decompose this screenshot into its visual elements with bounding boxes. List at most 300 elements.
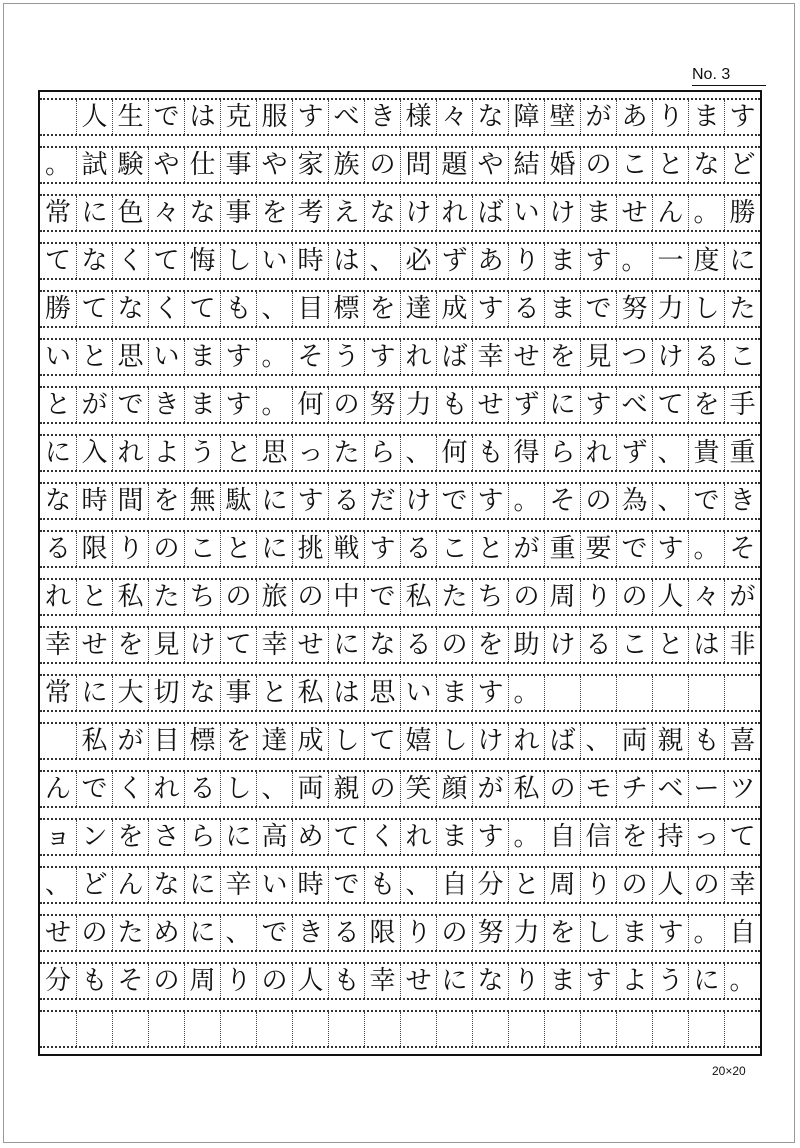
- manuscript-cell: 勝: [44, 294, 71, 324]
- manuscript-cell: 々: [148, 196, 184, 230]
- manuscript-cell: な: [148, 868, 184, 902]
- manuscript-cell: な: [688, 148, 724, 182]
- manuscript-cell: 、: [652, 436, 688, 470]
- manuscript-cell: で: [436, 484, 472, 518]
- manuscript-cell: 、: [256, 772, 292, 806]
- manuscript-cell: を: [148, 484, 184, 518]
- manuscript-cell: と: [472, 532, 508, 566]
- manuscript-cell: の: [148, 964, 184, 998]
- manuscript-cell: ど: [76, 868, 112, 902]
- manuscript-cell: [688, 676, 724, 710]
- manuscript-cell: 題: [436, 148, 472, 182]
- manuscript-cell: い: [400, 676, 436, 710]
- manuscript-cell: ず: [436, 244, 472, 278]
- manuscript-cell: [472, 1012, 508, 1046]
- manuscript-cell: う: [184, 436, 220, 470]
- manuscript-cell: モ: [580, 772, 616, 806]
- manuscript-cell: 辛: [220, 868, 256, 902]
- manuscript-cell: 時: [292, 868, 328, 902]
- manuscript-cell: ば: [544, 724, 580, 758]
- manuscript-cell: を: [112, 628, 148, 662]
- manuscript-cell: ま: [544, 244, 580, 278]
- manuscript-cell: 自: [544, 820, 580, 854]
- manuscript-cell: が: [472, 772, 508, 806]
- manuscript-cell: ば: [436, 340, 472, 374]
- manuscript-cell: [724, 676, 760, 710]
- manuscript-cell: の: [256, 964, 292, 998]
- manuscript-cell: 克: [220, 100, 256, 134]
- manuscript-cell: 生: [112, 100, 148, 134]
- manuscript-cell: 。: [688, 196, 724, 230]
- manuscript-cell: 標: [184, 724, 220, 758]
- manuscript-cell: な: [472, 100, 508, 134]
- manuscript-cell: き: [148, 388, 184, 422]
- manuscript-cell: の: [148, 532, 184, 566]
- manuscript-cell: と: [508, 868, 544, 902]
- manuscript-cell: う: [328, 340, 364, 374]
- manuscript-cell: 大: [112, 676, 148, 710]
- manuscript-cell: と: [44, 390, 71, 420]
- manuscript-cell: と: [652, 148, 688, 182]
- manuscript-cell: 力: [508, 916, 544, 950]
- manuscript-cell: 目: [292, 292, 328, 326]
- manuscript-cell: の: [364, 148, 400, 182]
- manuscript-row: [40, 818, 760, 856]
- manuscript-cell: し: [436, 724, 472, 758]
- manuscript-cell: え: [328, 196, 364, 230]
- manuscript-cell: る: [400, 628, 436, 662]
- manuscript-cell: や: [472, 148, 508, 182]
- manuscript-cell: 思: [256, 436, 292, 470]
- manuscript-cell: れ: [580, 436, 616, 470]
- manuscript-cell: す: [472, 484, 508, 518]
- manuscript-cell: に: [220, 820, 256, 854]
- manuscript-cell: ベ: [652, 772, 688, 806]
- manuscript-cell: そ: [544, 484, 580, 518]
- manuscript-cell: に: [44, 438, 71, 468]
- manuscript-cell: ン: [76, 820, 112, 854]
- manuscript-cell: 。: [508, 676, 544, 710]
- manuscript-cell: さ: [148, 820, 184, 854]
- manuscript-cell: 験: [112, 148, 148, 182]
- manuscript-cell: [544, 1012, 580, 1046]
- manuscript-cell: 喜: [724, 724, 760, 758]
- manuscript-cell: 私: [292, 676, 328, 710]
- manuscript-cell: れ: [400, 820, 436, 854]
- manuscript-cell: [40, 724, 76, 758]
- manuscript-cell: 貴: [688, 436, 724, 470]
- manuscript-cell: す: [472, 676, 508, 710]
- manuscript-cell: の: [364, 772, 400, 806]
- manuscript-cell: て: [652, 388, 688, 422]
- manuscript-cell: よ: [616, 964, 652, 998]
- manuscript-cell: す: [580, 964, 616, 998]
- manuscript-cell: く: [364, 820, 400, 854]
- manuscript-cell: を: [688, 388, 724, 422]
- manuscript-cell: せ: [292, 628, 328, 662]
- manuscript-cell: す: [364, 532, 400, 566]
- manuscript-cell: 親: [328, 772, 364, 806]
- manuscript-cell: 。: [508, 484, 544, 518]
- manuscript-cell: な: [112, 292, 148, 326]
- manuscript-cell: せ: [76, 628, 112, 662]
- manuscript-cell: [652, 1012, 688, 1046]
- manuscript-cell: こ: [436, 532, 472, 566]
- manuscript-cell: は: [328, 244, 364, 278]
- manuscript-cell: て: [184, 292, 220, 326]
- manuscript-cell: る: [688, 340, 724, 374]
- manuscript-cell: の: [616, 580, 652, 614]
- manuscript-cell: に: [688, 964, 724, 998]
- manuscript-cell: が: [580, 100, 616, 134]
- manuscript-cell: な: [44, 486, 71, 516]
- manuscript-cell: 。: [688, 916, 724, 950]
- manuscript-cell: く: [148, 292, 184, 326]
- manuscript-cell: に: [184, 868, 220, 902]
- manuscript-cell: り: [580, 868, 616, 902]
- manuscript-cell: [724, 1012, 760, 1046]
- manuscript-row: [40, 962, 760, 1000]
- page-number: No. 3: [692, 66, 766, 86]
- manuscript-cell: 入: [76, 436, 112, 470]
- manuscript-cell: [580, 1012, 616, 1046]
- manuscript-cell: 人: [652, 580, 688, 614]
- manuscript-cell: な: [364, 628, 400, 662]
- manuscript-row: [40, 674, 760, 712]
- manuscript-cell: 、: [580, 724, 616, 758]
- manuscript-cell: で: [688, 484, 724, 518]
- manuscript-cell: と: [76, 580, 112, 614]
- manuscript-cell: は: [328, 676, 364, 710]
- manuscript-cell: つ: [616, 340, 652, 374]
- manuscript-cell: で: [112, 388, 148, 422]
- manuscript-cell: と: [256, 676, 292, 710]
- manuscript-cell: ず: [508, 388, 544, 422]
- manuscript-cell: に: [328, 628, 364, 662]
- manuscript-cell: 々: [688, 580, 724, 614]
- manuscript-cell: 信: [580, 820, 616, 854]
- manuscript-cell: て: [44, 246, 71, 276]
- manuscript-cell: [436, 1012, 472, 1046]
- manuscript-cell: に: [76, 196, 112, 230]
- manuscript-cell: せ: [472, 388, 508, 422]
- manuscript-cell: ち: [184, 580, 220, 614]
- manuscript-cell: [652, 676, 688, 710]
- manuscript-cell: 幸: [724, 868, 760, 902]
- manuscript-cell: て: [328, 820, 364, 854]
- manuscript-cell: [580, 676, 616, 710]
- manuscript-cell: 親: [652, 724, 688, 758]
- manuscript-cell: 間: [112, 484, 148, 518]
- manuscript-cell: 、: [220, 916, 256, 950]
- manuscript-cell: [40, 1012, 76, 1046]
- manuscript-cell: 事: [220, 148, 256, 182]
- manuscript-cell: 常: [44, 678, 71, 708]
- manuscript-cell: 、: [400, 436, 436, 470]
- manuscript-cell: 悔: [184, 244, 220, 278]
- manuscript-cell: 周: [544, 580, 580, 614]
- manuscript-cell: も: [472, 436, 508, 470]
- manuscript-cell: け: [544, 196, 580, 230]
- manuscript-cell: も: [220, 292, 256, 326]
- manuscript-row: [40, 770, 760, 808]
- manuscript-cell: 、: [364, 244, 400, 278]
- manuscript-cell: あ: [616, 100, 652, 134]
- manuscript-cell: 問: [400, 148, 436, 182]
- manuscript-cell: も: [328, 964, 364, 998]
- manuscript-cell: 、: [652, 484, 688, 518]
- manuscript-cell: す: [472, 292, 508, 326]
- manuscript-cell: ま: [580, 196, 616, 230]
- manuscript-cell: 婚: [544, 148, 580, 182]
- manuscript-cell: 重: [724, 436, 760, 470]
- manuscript-cell: [148, 1012, 184, 1046]
- manuscript-cell: 駄: [220, 484, 256, 518]
- manuscript-cell: け: [400, 196, 436, 230]
- manuscript-cell: れ: [508, 724, 544, 758]
- manuscript-cell: る: [328, 484, 364, 518]
- manuscript-cell: の: [436, 916, 472, 950]
- manuscript-cell: っ: [292, 436, 328, 470]
- manuscript-cell: で: [580, 292, 616, 326]
- manuscript-cell: そ: [112, 964, 148, 998]
- manuscript-cell: 思: [364, 676, 400, 710]
- manuscript-cell: 得: [508, 436, 544, 470]
- manuscript-cell: 私: [508, 772, 544, 806]
- manuscript-cell: 。: [508, 820, 544, 854]
- manuscript-cell: こ: [616, 148, 652, 182]
- manuscript-cell: て: [76, 292, 112, 326]
- manuscript-cell: と: [220, 532, 256, 566]
- manuscript-cell: 何: [436, 436, 472, 470]
- manuscript-cell: に: [436, 964, 472, 998]
- manuscript-cell: け: [652, 340, 688, 374]
- manuscript-cell: [364, 1012, 400, 1046]
- manuscript-cell: [328, 1012, 364, 1046]
- manuscript-cell: 私: [76, 724, 112, 758]
- manuscript-cell: の: [688, 868, 724, 902]
- manuscript-cell: せ: [44, 918, 71, 948]
- manuscript-cell: と: [76, 340, 112, 374]
- manuscript-cell: い: [44, 342, 71, 372]
- manuscript-cell: す: [652, 916, 688, 950]
- manuscript-cell: 色: [112, 196, 148, 230]
- manuscript-cell: り: [220, 964, 256, 998]
- manuscript-cell: [256, 1012, 292, 1046]
- manuscript-cell: 事: [220, 676, 256, 710]
- manuscript-cell: ら: [364, 436, 400, 470]
- manuscript-cell: こ: [184, 532, 220, 566]
- manuscript-row: [40, 482, 760, 520]
- manuscript-cell: 顔: [436, 772, 472, 806]
- manuscript-cell: チ: [616, 772, 652, 806]
- manuscript-cell: す: [220, 340, 256, 374]
- manuscript-cell: 様: [400, 100, 436, 134]
- manuscript-cell: 事: [220, 196, 256, 230]
- manuscript-cell: 障: [508, 100, 544, 134]
- manuscript-cell: 切: [148, 676, 184, 710]
- manuscript-cell: れ: [400, 340, 436, 374]
- manuscript-row: [40, 386, 760, 424]
- manuscript-cell: 考: [292, 196, 328, 230]
- manuscript-cell: [616, 1012, 652, 1046]
- manuscript-cell: ち: [472, 580, 508, 614]
- manuscript-cell: 常: [44, 198, 71, 228]
- manuscript-cell: だ: [364, 484, 400, 518]
- manuscript-cell: 成: [292, 724, 328, 758]
- manuscript-cell: 人: [292, 964, 328, 998]
- manuscript-cell: 壁: [544, 100, 580, 134]
- manuscript-cell: で: [256, 916, 292, 950]
- manuscript-cell: 幸: [364, 964, 400, 998]
- manuscript-cell: い: [256, 868, 292, 902]
- manuscript-cell: た: [148, 580, 184, 614]
- manuscript-cell: け: [544, 628, 580, 662]
- manuscript-cell: 見: [148, 628, 184, 662]
- manuscript-cell: 成: [436, 292, 472, 326]
- manuscript-cell: に: [544, 388, 580, 422]
- manuscript-cell: な: [364, 196, 400, 230]
- manuscript-cell: [616, 676, 652, 710]
- manuscript-cell: 、: [256, 292, 292, 326]
- manuscript-cell: や: [148, 148, 184, 182]
- manuscript-cell: す: [292, 100, 328, 134]
- manuscript-cell: の: [76, 916, 112, 950]
- manuscript-cell: る: [580, 628, 616, 662]
- manuscript-cell: 旅: [256, 580, 292, 614]
- manuscript-cell: ま: [436, 820, 472, 854]
- manuscript-row: [40, 194, 760, 232]
- manuscript-cell: る: [328, 916, 364, 950]
- manuscript-cell: 幸: [472, 340, 508, 374]
- manuscript-cell: 高: [256, 820, 292, 854]
- manuscript-cell: く: [112, 772, 148, 806]
- manuscript-cell: [508, 1012, 544, 1046]
- manuscript-cell: 力: [652, 292, 688, 326]
- manuscript-cell: 分: [44, 966, 71, 996]
- manuscript-cell: 達: [400, 292, 436, 326]
- manuscript-cell: 。: [616, 244, 652, 278]
- manuscript-cell: 努: [616, 292, 652, 326]
- manuscript-cell: こ: [724, 340, 760, 374]
- manuscript-cell: 、: [400, 868, 436, 902]
- manuscript-cell: [544, 676, 580, 710]
- manuscript-cell: 人: [652, 868, 688, 902]
- manuscript-cell: き: [724, 484, 760, 518]
- manuscript-cell: を: [544, 340, 580, 374]
- manuscript-cell: 目: [148, 724, 184, 758]
- manuscript-cell: ツ: [724, 772, 760, 806]
- manuscript-cell: ま: [184, 340, 220, 374]
- manuscript-cell: 努: [472, 916, 508, 950]
- manuscript-row: [40, 530, 760, 568]
- manuscript-cell: に: [724, 244, 760, 278]
- manuscript-cell: の: [580, 148, 616, 182]
- manuscript-row: [40, 242, 760, 280]
- manuscript-cell: [292, 1012, 328, 1046]
- manuscript-cell: り: [400, 916, 436, 950]
- manuscript-cell: い: [508, 196, 544, 230]
- manuscript-cell: 自: [436, 868, 472, 902]
- manuscript-cell: 持: [652, 820, 688, 854]
- manuscript-cell: ん: [112, 868, 148, 902]
- manuscript-cell: な: [472, 964, 508, 998]
- manuscript-cell: 時: [76, 484, 112, 518]
- manuscript-cell: れ: [148, 772, 184, 806]
- manuscript-cell: の: [616, 868, 652, 902]
- manuscript-cell: せ: [508, 340, 544, 374]
- manuscript-row: [40, 626, 760, 664]
- manuscript-cell: 一: [652, 244, 688, 278]
- manuscript-cell: る: [508, 292, 544, 326]
- manuscript-cell: 。: [44, 150, 71, 180]
- manuscript-cell: 為: [616, 484, 652, 518]
- manuscript-cell: た: [724, 292, 760, 326]
- manuscript-cell: の: [436, 628, 472, 662]
- manuscript-cell: べ: [328, 100, 364, 134]
- manuscript-cell: が: [112, 724, 148, 758]
- manuscript-cell: す: [652, 532, 688, 566]
- manuscript-cell: 々: [436, 100, 472, 134]
- manuscript-cell: 。: [688, 532, 724, 566]
- manuscript-cell: ら: [184, 820, 220, 854]
- manuscript-cell: 結: [508, 148, 544, 182]
- manuscript-cell: 要: [580, 532, 616, 566]
- manuscript-cell: も: [688, 724, 724, 758]
- manuscript-row: [40, 866, 760, 904]
- manuscript-row: [40, 98, 760, 136]
- manuscript-cell: 必: [400, 244, 436, 278]
- manuscript-cell: を: [220, 724, 256, 758]
- manuscript-cell: の: [544, 772, 580, 806]
- manuscript-cell: し: [688, 292, 724, 326]
- manuscript-cell: 力: [400, 388, 436, 422]
- manuscript-cell: 周: [544, 868, 580, 902]
- manuscript-cell: き: [364, 100, 400, 134]
- manuscript-cell: 助: [508, 628, 544, 662]
- manuscript-cell: が: [508, 532, 544, 566]
- manuscript-cell: 度: [688, 244, 724, 278]
- manuscript-cell: 達: [256, 724, 292, 758]
- manuscript-cell: れ: [112, 436, 148, 470]
- manuscript-cell: め: [148, 916, 184, 950]
- manuscript-cell: 私: [400, 580, 436, 614]
- manuscript-cell: め: [292, 820, 328, 854]
- manuscript-cell: 私: [112, 580, 148, 614]
- manuscript-cell: る: [400, 532, 436, 566]
- manuscript-cell: と: [652, 628, 688, 662]
- manuscript-row: [40, 578, 760, 616]
- manuscript-cell: を: [472, 628, 508, 662]
- manuscript-cell: 限: [76, 532, 112, 566]
- manuscript-cell: 何: [292, 388, 328, 422]
- manuscript-cell: 服: [256, 100, 292, 134]
- manuscript-cell: で: [76, 772, 112, 806]
- manuscript-cell: 。: [724, 964, 760, 998]
- manuscript-cell: 非: [724, 628, 760, 662]
- manuscript-cell: な: [184, 196, 220, 230]
- manuscript-cell: す: [364, 340, 400, 374]
- manuscript-cell: り: [508, 244, 544, 278]
- manuscript-cell: で: [364, 580, 400, 614]
- manuscript-cell: け: [400, 484, 436, 518]
- manuscript-cell: [220, 1012, 256, 1046]
- manuscript-cell: 戦: [328, 532, 364, 566]
- manuscript-cell: ー: [688, 772, 724, 806]
- manuscript-cell: 限: [364, 916, 400, 950]
- manuscript-cell: せ: [400, 964, 436, 998]
- manuscript-cell: な: [76, 244, 112, 278]
